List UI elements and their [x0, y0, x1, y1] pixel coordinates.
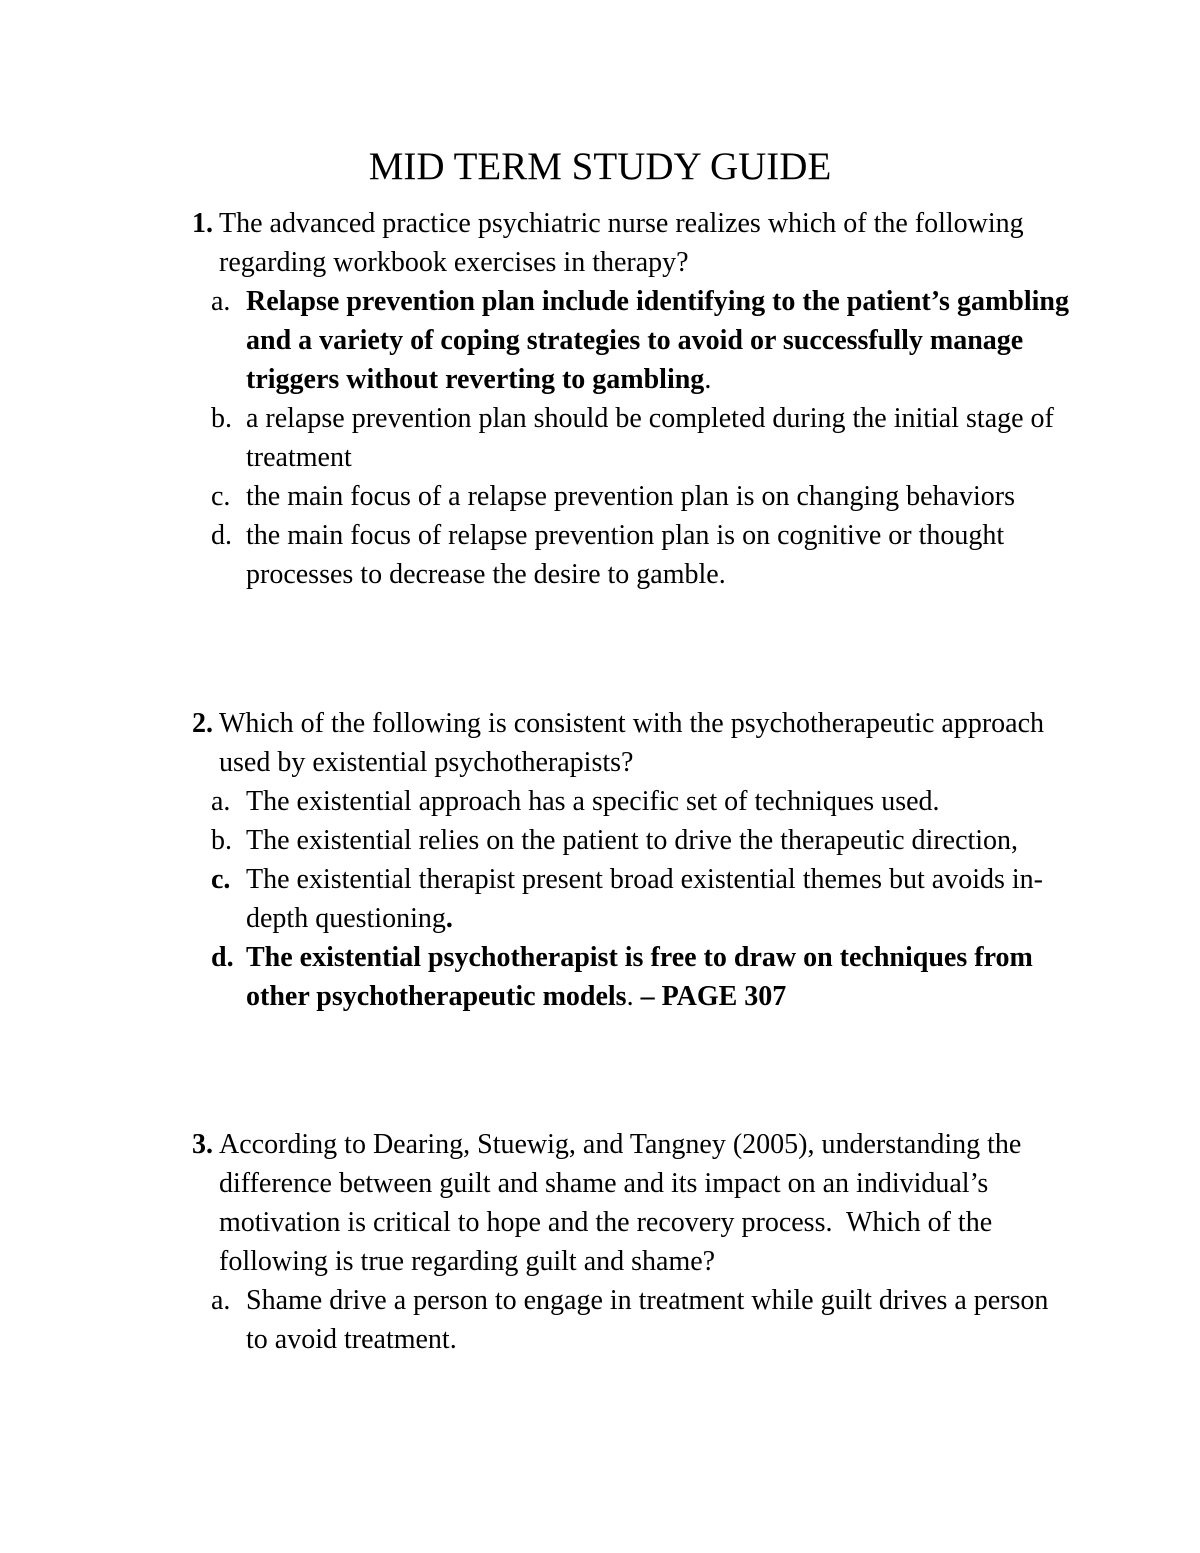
- question-text: According to Dearing, Stuewig, and Tangney (2005), understanding the difference between guilt and shame and its impact on an individual’s motivation is critical to hope and the recovery process. Which of the following is true regarding guilt and shame?: [219, 1129, 1029, 1277]
- option-text: The existential approach has a specific set of techniques used.: [246, 786, 940, 817]
- option-letter: a.: [211, 1285, 231, 1316]
- question-number: 3.: [192, 1129, 213, 1160]
- question-1: [155, 204, 1075, 594]
- answer-option-b: [155, 821, 1075, 860]
- answer-option-d: [155, 938, 1075, 1016]
- question-stem: [155, 704, 1075, 782]
- option-text: the main focus of relapse prevention plan is on cognitive or thought processes to decrease the desire to gamble.: [246, 520, 1005, 590]
- question-3: [155, 1125, 1075, 1359]
- option-text: The existential therapist present broad existential themes but avoids in-depth questioning: [246, 864, 1044, 934]
- option-text-bold: The existential psychotherapist is free to draw on techniques from other psychotherapeutic models: [246, 942, 1033, 1012]
- question-number: 1.: [192, 208, 213, 239]
- question-2: [155, 704, 1075, 1016]
- answer-options: [155, 782, 1075, 1016]
- option-separator: .: [626, 981, 641, 1012]
- option-letter: b.: [211, 825, 232, 856]
- option-letter: d.: [211, 520, 232, 551]
- option-suffix: .: [704, 364, 712, 395]
- option-letter: b.: [211, 403, 232, 434]
- option-letter: a.: [211, 286, 231, 317]
- question-number: 2.: [192, 708, 213, 739]
- question-text: The advanced practice psychiatric nurse realizes which of the following regarding workbook exercises in therapy?: [219, 208, 1024, 278]
- answer-option-b: [155, 399, 1075, 477]
- option-text-bold: Relapse prevention plan include identifying to the patient’s gambling and a variety of coping strategies to avoid or successfully manage triggers without reverting to gambling: [246, 286, 1069, 395]
- answer-option-a: [155, 1281, 1075, 1359]
- page-reference: – PAGE 307: [640, 981, 787, 1012]
- question-stem: [155, 204, 1075, 282]
- option-letter: c.: [211, 864, 231, 895]
- option-letter: a.: [211, 786, 231, 817]
- answer-options: [155, 1281, 1075, 1359]
- question-stem: [155, 1125, 1075, 1281]
- option-text: Shame drive a person to engage in treatment while guilt drives a person to avoid treatment.: [246, 1285, 1049, 1355]
- page-title: MID TERM STUDY GUIDE: [368, 145, 832, 188]
- question-text: Which of the following is consistent with the psychotherapeutic approach used by existential psychotherapists?: [219, 708, 1045, 778]
- answer-option-c: [155, 477, 1075, 516]
- answer-option-a: [155, 782, 1075, 821]
- answer-options: [155, 282, 1075, 594]
- option-letter: c.: [211, 481, 231, 512]
- option-suffix: .: [445, 903, 453, 934]
- option-text: a relapse prevention plan should be completed during the initial stage of treatment: [246, 403, 1054, 473]
- answer-option-c: [155, 860, 1075, 938]
- option-letter: d.: [211, 942, 234, 973]
- option-text: The existential relies on the patient to drive the therapeutic direction,: [246, 825, 1019, 856]
- answer-option-a: [155, 282, 1075, 399]
- answer-option-d: [155, 516, 1075, 594]
- option-text: the main focus of a relapse prevention plan is on changing behaviors: [246, 481, 1015, 512]
